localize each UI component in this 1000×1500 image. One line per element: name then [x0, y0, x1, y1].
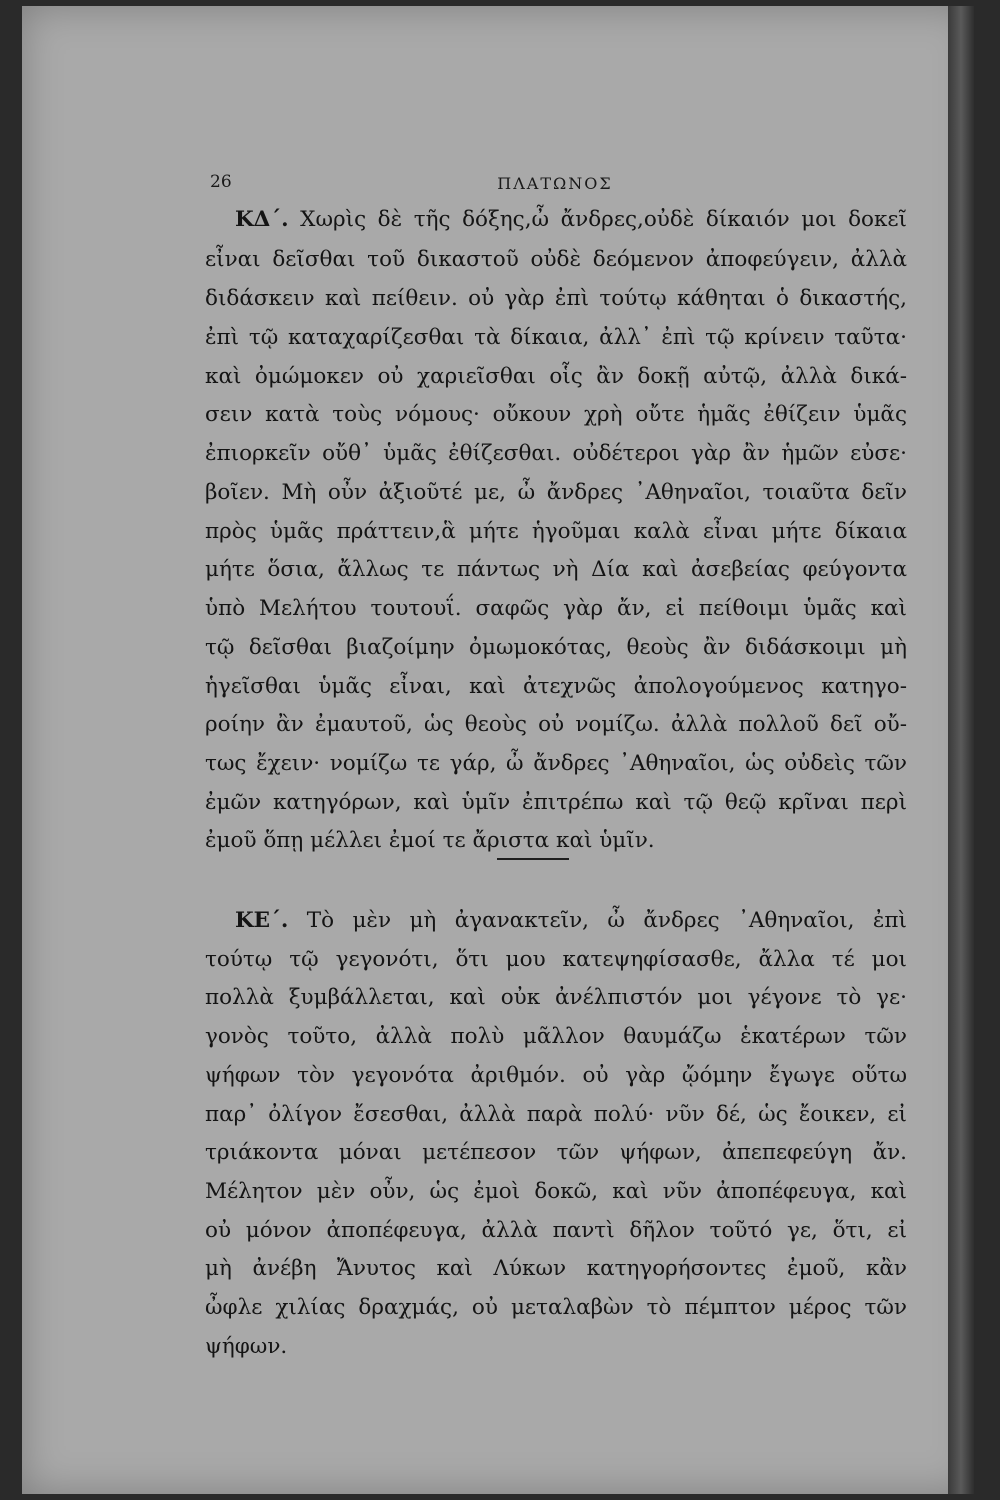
- text-line: τῷ δεῖσθαι βιαζοίμην ὀμωμοκότας, θεοὺς ἂν διδάσκοιμι μὴ: [205, 635, 907, 660]
- page-edge: [948, 6, 974, 1494]
- line-text: Τὸ μὲν μὴ ἀγανακτεῖν, ὦ ἄνδρες ᾽Αθηναῖοι, ἐπὶ: [306, 908, 907, 933]
- text-line: γονὸς τοῦτο, ἀλλὰ πολὺ μᾶλλον θαυμάζω ἑκατέρων τῶν: [205, 1024, 907, 1049]
- text-line: ροίην ἂν ἐμαυτοῦ, ὡς θεοὺς οὐ νομίζω. ἀλλὰ πολλοῦ δεῖ οὔ-: [205, 712, 907, 737]
- text-line: ψήφων τὸν γεγονότα ἀριθμόν. οὐ γὰρ ᾤόμην ἔγωγε οὕτω: [205, 1063, 907, 1088]
- text-line: ἡγεῖσθαι ὑμᾶς εἶναι, καὶ ἀτεχνῶς ἀπολογούμενος κατηγο-: [205, 674, 907, 699]
- text-line: βοῖεν. Μὴ οὖν ἀξιοῦτέ με, ὦ ἄνδρες ᾽Αθηναῖοι, τοιαῦτα δεῖν: [205, 480, 907, 505]
- text-line: [235, 906, 907, 936]
- text-line: ἐπιορκεῖν οὔθ᾽ ὑμᾶς ἐθίζεσθαι. οὐδέτεροι γὰρ ἂν ἡμῶν εὐσε·: [205, 441, 907, 466]
- page-number: 26: [210, 172, 232, 192]
- text-line: ἐπὶ τῷ καταχαρίζεσθαι τὰ δίκαια, ἀλλ᾽ ἐπὶ τῷ κρίνειν ταῦτα·: [205, 325, 907, 350]
- section-label: ΚΕ΄.: [235, 908, 289, 933]
- text-line: μήτε ὅσια, ἄλλως τε πάντως νὴ Δία καὶ ἀσεβείας φεύγοντα: [205, 557, 907, 582]
- text-line: τως ἔχειν· νομίζω τε γάρ, ὦ ἄνδρες ᾽Αθηναῖοι, ὡς οὐδεὶς τῶν: [205, 751, 907, 776]
- text-line: ὑπὸ Μελήτου τουτουΐ. σαφῶς γὰρ ἄν, εἰ πείθοιμι ὑμᾶς καὶ: [205, 596, 907, 621]
- text-line: σειν κατὰ τοὺς νόμους· οὔκουν χρὴ οὔτε ἡμᾶς ἐθίζειν ὑμᾶς: [205, 402, 907, 427]
- text-line: ψήφων.: [205, 1334, 288, 1359]
- text-line: Μέλητον μὲν οὖν, ὡς ἐμοὶ δοκῶ, καὶ νῦν ἀποπέφευγα, καὶ: [205, 1179, 907, 1204]
- section-divider: [497, 858, 569, 860]
- text-line: παρ᾽ ὀλίγον ἔσεσθαι, ἀλλὰ παρὰ πολύ· νῦν δέ, ὡς ἔοικεν, εἰ: [205, 1102, 907, 1127]
- text-line: πολλὰ ξυμβάλλεται, καὶ οὐκ ἀνέλπιστόν μοι γέγονε τὸ γε·: [205, 985, 907, 1010]
- section-label: ΚΔ΄.: [235, 207, 289, 232]
- text-line: εἶναι δεῖσθαι τοῦ δικαστοῦ οὐδὲ δεόμενον ἀποφεύγειν, ἀλλὰ: [205, 247, 907, 272]
- text-line: διδάσκειν καὶ πείθειν. οὐ γὰρ ἐπὶ τούτῳ κάθηται ὁ δικαστής,: [205, 286, 907, 311]
- text-line: οὐ μόνον ἀποπέφευγα, ἀλλὰ παντὶ δῆλον τοῦτό γε, ὅτι, εἰ: [205, 1218, 907, 1243]
- text-line: πρὸς ὑμᾶς πράττειν,ἃ μήτε ἡγοῦμαι καλὰ εἶναι μήτε δίκαια: [205, 519, 907, 544]
- text-line: ἐμοῦ ὅπῃ μέλλει ἐμοί τε ἄριστα καὶ ὑμῖν.: [205, 828, 655, 853]
- text-line: καὶ ὀμώμοκεν οὐ χαριεῖσθαι οἷς ἂν δοκῇ αὐτῷ, ἀλλὰ δικά-: [205, 364, 907, 389]
- running-head: ΠΛΑΤΩΝΟΣ: [497, 174, 613, 193]
- text-line: ὦφλε χιλίας δραχμάς, οὐ μεταλαβὼν τὸ πέμπτον μέρος τῶν: [205, 1295, 907, 1320]
- text-line: μὴ ἀνέβη Ἄνυτος καὶ Λύκων κατηγορήσοντες ἐμοῦ, κἂν: [205, 1256, 907, 1281]
- line-text: Χωρὶς δὲ τῆς δόξης,ὦ ἄνδρες,οὐδὲ δίκαιόν μοι δοκεῖ: [300, 207, 907, 232]
- text-line: ἐμῶν κατηγόρων, καὶ ὑμῖν ἐπιτρέπω καὶ τῷ θεῷ κρῖναι περὶ: [205, 790, 907, 815]
- text-line: τούτῳ τῷ γεγονότι, ὅτι μου κατεψηφίσασθε, ἄλλα τέ μοι: [205, 947, 907, 972]
- text-line: [235, 205, 907, 235]
- page-header: [190, 168, 920, 196]
- text-line: τριάκοντα μόναι μετέπεσον τῶν ψήφων, ἀπεπεφεύγη ἄν.: [205, 1140, 907, 1165]
